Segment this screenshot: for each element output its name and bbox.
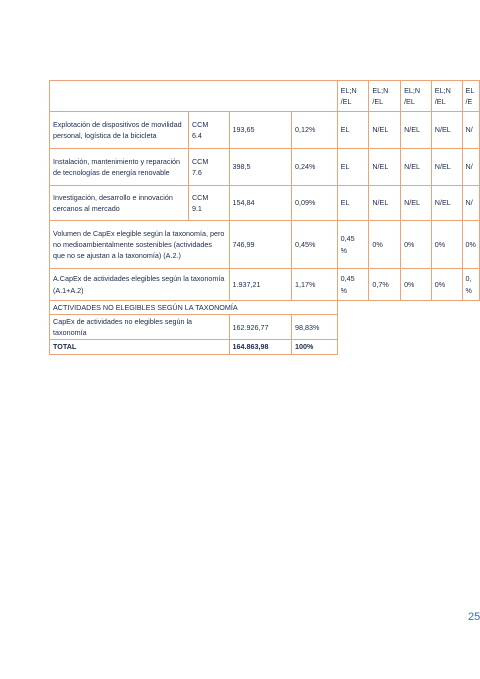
activity-cell: Investigación, desarrollo e innovación cercanos al mercado: [50, 186, 189, 221]
table-row: [50, 149, 480, 186]
activity-cell: A.CapEx de actividades elegibles según la taxonomía (A.1+A.2): [50, 269, 230, 301]
table-row: [50, 269, 480, 301]
value-cell: EL: [337, 186, 369, 221]
page-number: 25: [468, 611, 480, 623]
activity-cell: CapEx de actividades no elegibles según la taxonomía: [50, 315, 230, 340]
percent-cell: 1,17%: [292, 269, 338, 301]
section-heading: ACTIVIDADES NO ELEGIBLES SEGÚN LA TAXONOMÍA: [50, 301, 338, 315]
activity-cell: Explotación de dispositivos de movilidad personal, logística de la bicicleta: [50, 112, 189, 149]
value-cell: N/: [462, 149, 479, 186]
value-cell: 0, %: [462, 269, 479, 301]
header-cell: EL;N /EL: [401, 81, 432, 112]
value-cell: N/EL: [369, 186, 401, 221]
value-cell: 0%: [462, 221, 479, 269]
value-cell: EL: [337, 112, 369, 149]
percent-cell: 0,45%: [292, 221, 338, 269]
capex-cell: 162.926,77: [229, 315, 292, 340]
value-cell: 0,45 %: [337, 269, 369, 301]
code-cell: CCM 9.1: [188, 186, 229, 221]
total-label: TOTAL: [50, 340, 230, 354]
header-blank-cell: [50, 81, 338, 112]
value-cell: N/EL: [401, 149, 432, 186]
value-cell: N/EL: [369, 112, 401, 149]
value-cell: 0,7%: [369, 269, 401, 301]
capex-cell: 1.937,21: [229, 269, 292, 301]
value-cell: 0%: [431, 221, 462, 269]
capex-cell: 193,65: [229, 112, 292, 149]
value-cell: N/EL: [431, 186, 462, 221]
capex-taxonomy-table: [49, 80, 480, 355]
total-percent: 100%: [292, 340, 338, 354]
value-cell: N/: [462, 112, 479, 149]
percent-cell: 98,83%: [292, 315, 338, 340]
value-cell: N/EL: [431, 149, 462, 186]
header-cell: EL;N /EL: [337, 81, 369, 112]
capex-cell: 154,84: [229, 186, 292, 221]
total-capex: 164.863,98: [229, 340, 292, 354]
section-heading-row: [50, 301, 480, 315]
percent-cell: 0,09%: [292, 186, 338, 221]
value-cell: EL: [337, 149, 369, 186]
header-cell: EL;N /EL: [369, 81, 401, 112]
table-row: [50, 315, 480, 340]
value-cell: 0%: [401, 269, 432, 301]
activity-cell: Volumen de CapEx elegible según la taxonomía, pero no medioambientalmente sostenibles (actividades que no se ajustan a la taxonomía) (A.2.): [50, 221, 230, 269]
table-header-row: [50, 81, 480, 112]
table-row: [50, 112, 480, 149]
value-cell: N/EL: [401, 112, 432, 149]
percent-cell: 0,24%: [292, 149, 338, 186]
activity-cell: Instalación, mantenimiento y reparación de tecnologías de energía renovable: [50, 149, 189, 186]
value-cell: N/EL: [431, 112, 462, 149]
total-row: [50, 340, 480, 354]
value-cell: 0,45 %: [337, 221, 369, 269]
value-cell: N/: [462, 186, 479, 221]
code-cell: CCM 7.6: [188, 149, 229, 186]
empty-area: [337, 340, 479, 354]
value-cell: N/EL: [401, 186, 432, 221]
header-cell: EL;N /EL: [431, 81, 462, 112]
empty-area: [337, 315, 479, 340]
value-cell: N/EL: [369, 149, 401, 186]
empty-area: [337, 301, 479, 315]
value-cell: 0%: [369, 221, 401, 269]
code-cell: CCM 6.4: [188, 112, 229, 149]
value-cell: 0%: [431, 269, 462, 301]
percent-cell: 0,12%: [292, 112, 338, 149]
capex-cell: 398,5: [229, 149, 292, 186]
value-cell: 0%: [401, 221, 432, 269]
header-cell: EL /E: [462, 81, 479, 112]
table-row: [50, 186, 480, 221]
table-row: [50, 221, 480, 269]
capex-cell: 746,99: [229, 221, 292, 269]
